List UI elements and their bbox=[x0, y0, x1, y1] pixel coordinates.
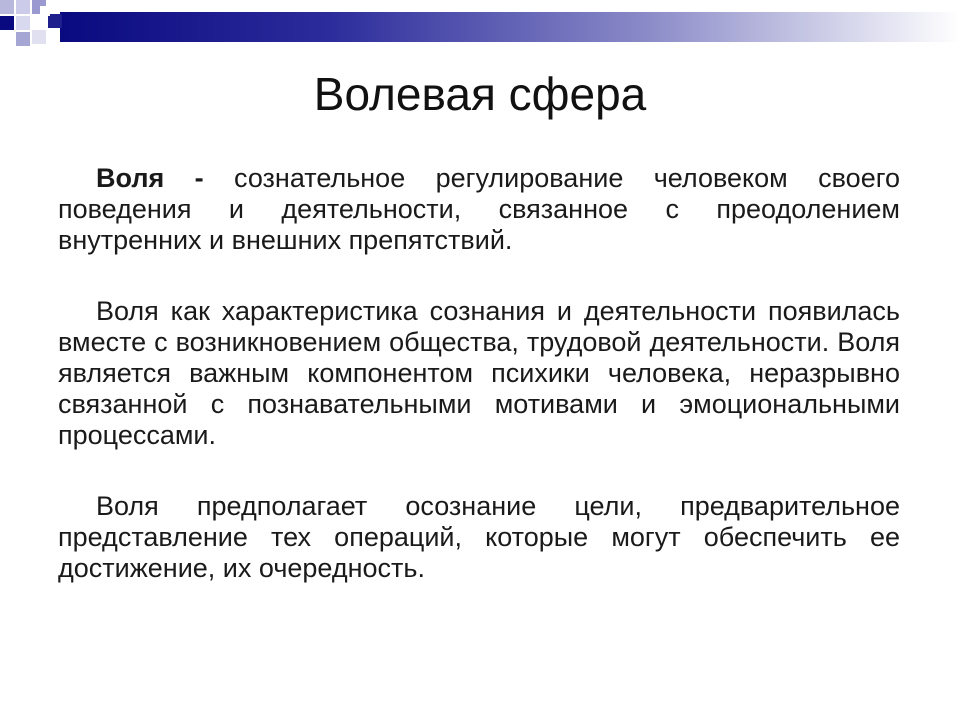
paragraph-definition bbox=[58, 163, 900, 256]
decorative-square bbox=[0, 16, 14, 30]
decorative-square bbox=[40, 6, 50, 16]
decorative-square bbox=[0, 0, 14, 14]
paragraph-purpose: Воля предполагает осознание цели, предварительное представление тех операций, которые могут обеспечить ее достижение, их очередность. bbox=[58, 491, 900, 583]
decorative-square bbox=[48, 14, 62, 28]
decorative-square bbox=[16, 16, 30, 30]
decorative-square bbox=[16, 32, 30, 46]
slide-title: Волевая сфера bbox=[313, 68, 647, 120]
decorative-square bbox=[16, 0, 30, 14]
slide-body bbox=[58, 163, 900, 624]
header-gradient-bar bbox=[60, 12, 960, 42]
paragraph-characteristic: Воля как характеристика сознания и деятельности появилась вместе с возникновением общества, трудовой деятельности. Воля является важным компонентом психики человека, неразрывно связанной с познавательными мотивами и эмоциональными процессами. bbox=[58, 296, 900, 450]
definition-text: сознательное регулирование человеком своего поведения и деятельности, связанное с преодолением внутренних и внешних препятствий. bbox=[58, 163, 900, 255]
decorative-square bbox=[32, 30, 46, 44]
term-label: Воля - bbox=[96, 163, 204, 193]
header-decoration bbox=[0, 0, 960, 60]
